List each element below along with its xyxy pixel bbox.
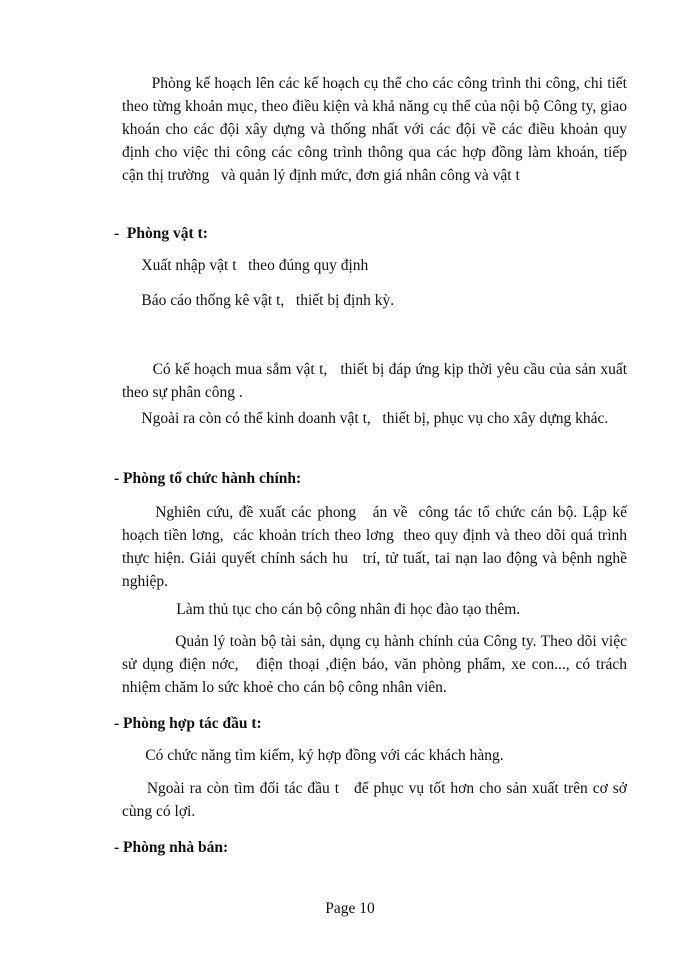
heading-materials-department: - Phòng vật t: [114, 225, 208, 242]
paragraph-administration-training: Làm thủ tục cho cán bộ công nhân đi học đào tạo thêm. [122, 601, 521, 618]
paragraph-materials-report: Báo cáo thống kê vật t, thiết bị định kỳ. [122, 292, 395, 309]
paragraph-materials-purchase: Có kế hoạch mua sắm vật t, thiết bị đáp ứng kịp thời yêu cầu của sản xuất theo sự phân công . [122, 361, 631, 401]
heading-investment-department: - Phòng hợp tác đầu t: [114, 715, 262, 732]
paragraph-materials-import-export: Xuất nhập vật t theo đúng quy định [122, 257, 369, 274]
paragraph-materials-trading: Ngoài ra còn có thể kinh doanh vật t, thiết bị, phục vụ cho xây dựng khác. [122, 410, 609, 427]
paragraph-planning-department: Phòng kế hoạch lên các kế hoạch cụ thể cho các công trình thi công, chi tiết theo từng khoản mục, theo điều kiện và khả năng cụ thể của nội bộ Công ty, giao khoán cho các đội xây dựng và thống nhất với các đội về các điều khoản quy định cho việc thi công các công trình thông qua các hợp đồng làm khoán, tiếp cận thị trường và quản lý định mức, đơn giá nhân công và vật t [122, 75, 631, 184]
page-number: Page 10 [325, 900, 375, 917]
heading-administration-department: - Phòng tổ chức hành chính: [114, 470, 302, 487]
paragraph-investment-function: Có chức năng tìm kiếm, ký hợp đồng với các khách hàng. [122, 747, 504, 764]
paragraph-administration-assets: Quản lý toàn bộ tài sản, dụng cụ hành chính của Công ty. Theo dõi việc sử dụng điện nớc, điện thoại ,điện báo, văn phòng phẩm, xe con..., có trách nhiệm chăm lo sức khoẻ cho cán bộ công nhân viên. [122, 633, 631, 696]
heading-sales-department: - Phòng nhà bán: [114, 839, 229, 856]
paragraph-investment-partners: Ngoài ra còn tìm đối tác đầu t để phục vụ tốt hơn cho sản xuất trên cơ sở cùng có lợi. [122, 780, 631, 820]
paragraph-administration-research: Nghiên cứu, đề xuất các phong án về công tác tổ chức cán bộ. Lập kế hoạch tiền lơng, các khoản trích theo lơng theo quy định và theo dõi quá trình thực hiện. Giải quyết chính sách hu trí, tử tuất, tai nạn lao động và bệnh nghề nghiệp. [122, 504, 631, 590]
